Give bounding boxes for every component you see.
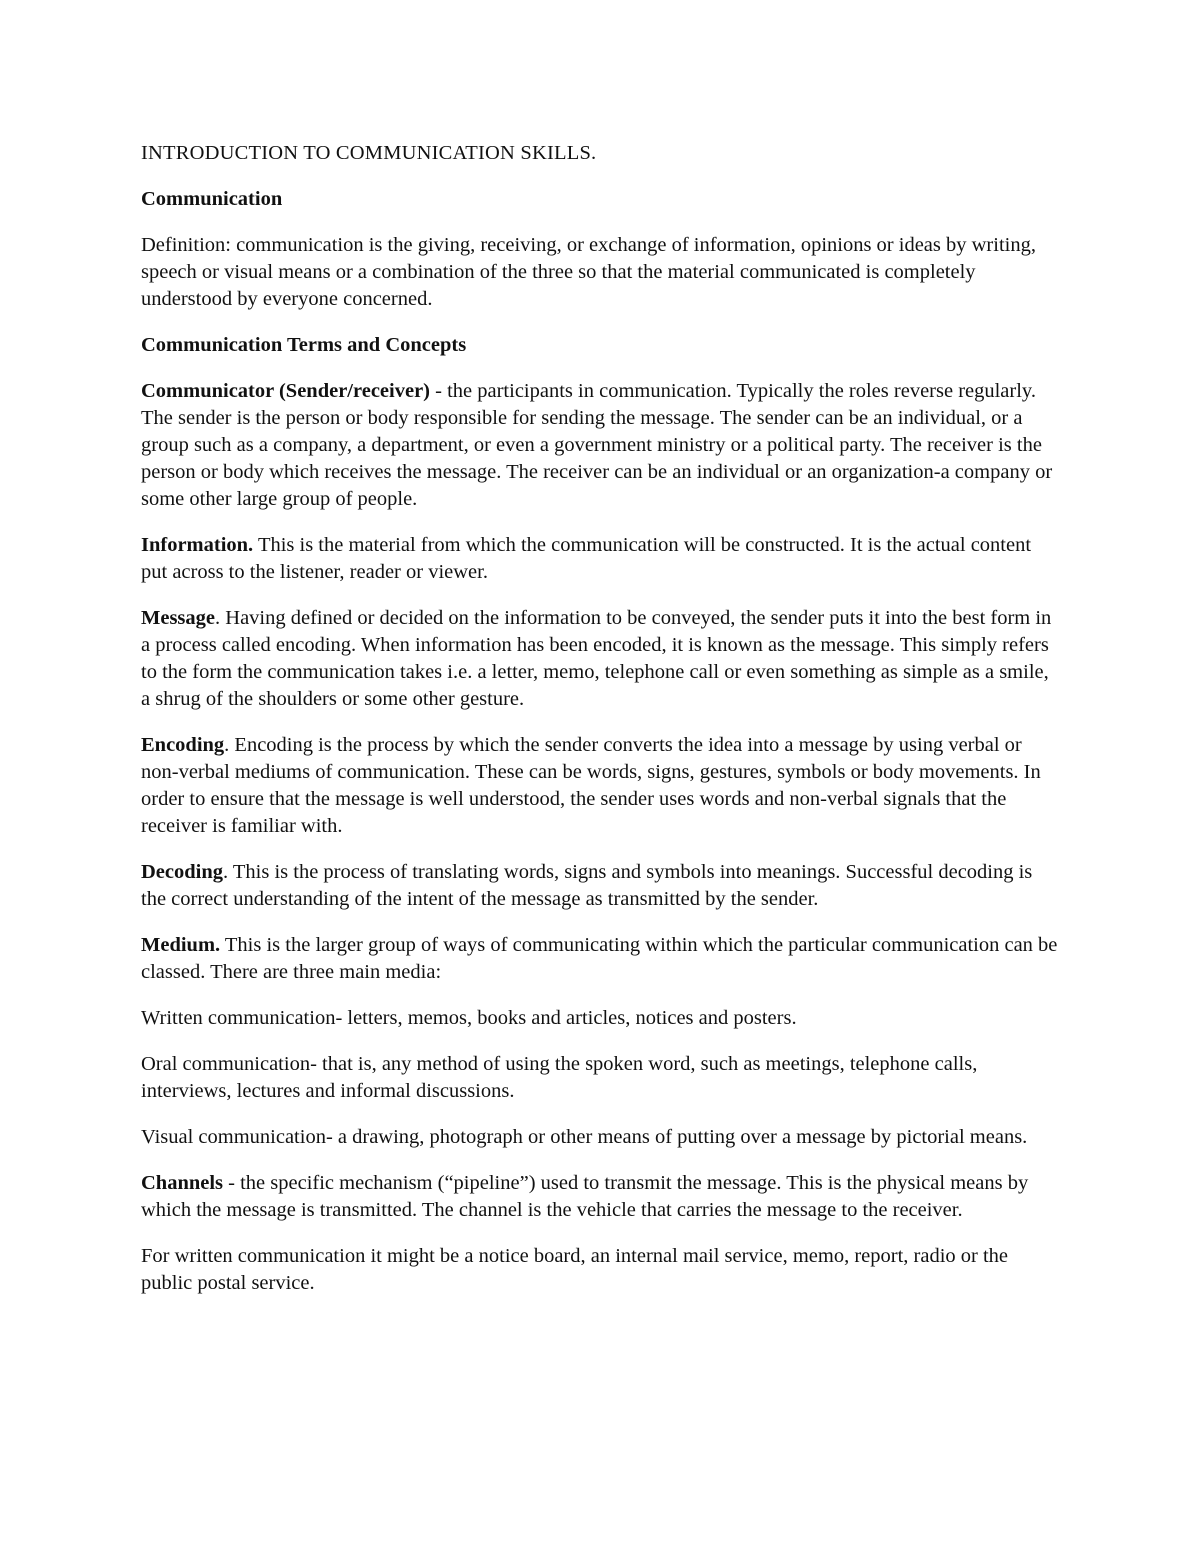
term-text: - the specific mechanism (“pipeline”) used to transmit the message. This is the physical means by which the message is transmitted. The channel is the vehicle that carries the message to the receiver. [141, 1172, 1029, 1221]
term-paragraph-channels [141, 1170, 1061, 1224]
definition-paragraph: Definition: communication is the giving, receiving, or exchange of information, opinions or ideas by writing, speech or visual means or a combination of the three so that the material communicated is completely understood by everyone concerned. [141, 234, 1036, 310]
term-text: . Having defined or decided on the information to be conveyed, the sender puts it into the best form in a process called encoding. When information has been encoded, it is known as the message. This simply refers to the form the communication takes i.e. a letter, memo, telephone call or even something as simple as a smile, a shrug of the shoulders or some other gesture. [141, 607, 1052, 710]
section-heading-communication: Communication [141, 188, 283, 210]
term-text: This is the material from which the communication will be constructed. It is the actual content put across to the listener, reader or viewer. [141, 534, 1032, 583]
media-oral: Oral communication- that is, any method of using the spoken word, such as meetings, telephone calls, interviews, lectures and informal discussions. [141, 1053, 978, 1102]
term-label: Channels [141, 1172, 224, 1194]
term-label: Medium. [141, 934, 221, 956]
term-text: . This is the process of translating words, signs and symbols into meanings. Successful decoding is the correct understanding of the intent of the message as transmitted by the sender. [141, 861, 1033, 910]
term-paragraph-message [141, 605, 1061, 713]
term-text: . Encoding is the process by which the sender converts the idea into a message by using verbal or non-verbal mediums of communication. These can be words, signs, gestures, symbols or body movements. In order to ensure that the message is well understood, the sender uses words and non-verbal signals that the receiver is familiar with. [141, 734, 1041, 837]
document-title: INTRODUCTION TO COMMUNICATION SKILLS. [141, 142, 597, 164]
term-paragraph-medium [141, 932, 1061, 986]
term-paragraph-communicator [141, 378, 1061, 513]
term-text: - the participants in communication. Typically the roles reverse regularly. The sender is the person or body responsible for sending the message. The sender can be an individual, or a group such as a company, a department, or even a government ministry or a political party. The receiver is the person or body which receives the message. The receiver can be an individual or an organization-a company or some other large group of people. [141, 380, 1053, 510]
term-paragraph-decoding [141, 859, 1061, 913]
term-label: Communicator (Sender/receiver) [141, 380, 431, 402]
term-label: Encoding [141, 734, 225, 756]
term-label: Information. [141, 534, 254, 556]
media-written: Written communication- letters, memos, books and articles, notices and posters. [141, 1007, 797, 1029]
term-label: Decoding [141, 861, 223, 883]
term-paragraph-information [141, 532, 1061, 586]
term-text: This is the larger group of ways of communicating within which the particular communication can be classed. There are three main media: [141, 934, 1058, 983]
closing-paragraph: For written communication it might be a notice board, an internal mail service, memo, report, radio or the public postal service. [141, 1245, 1009, 1294]
term-label: Message [141, 607, 216, 629]
subsection-heading-terms: Communication Terms and Concepts [141, 334, 467, 356]
document-page [141, 140, 1061, 1316]
media-visual: Visual communication- a drawing, photograph or other means of putting over a message by pictorial means. [141, 1126, 1028, 1148]
term-paragraph-encoding [141, 732, 1061, 840]
